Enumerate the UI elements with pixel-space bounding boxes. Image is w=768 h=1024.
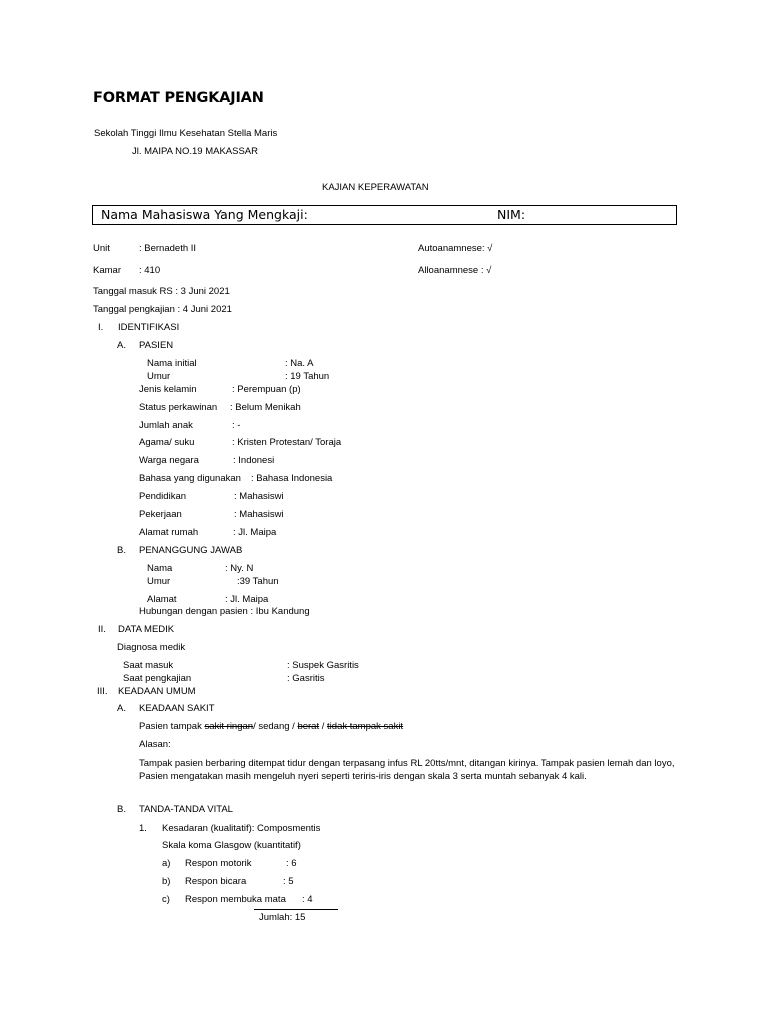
- sec1-a-number: A.: [117, 340, 126, 351]
- option-berat-struck: berat: [297, 721, 320, 732]
- field-label: Status perkawinan: [139, 402, 218, 413]
- option-sakit-ringan-struck: sakit ringan: [204, 721, 254, 732]
- field-label: Alamat: [147, 594, 177, 605]
- field-value: :39 Tahun: [237, 576, 279, 587]
- school-address: Jl. MAIPA NO.19 MAKASSAR: [132, 146, 259, 157]
- sum-underline: [254, 909, 338, 910]
- nim-label: NIM:: [497, 207, 526, 222]
- sec3-a-title: KEADAAN SAKIT: [139, 703, 215, 714]
- sec1-a-title: PASIEN: [139, 340, 174, 351]
- field-value: : Jl. Maipa: [225, 594, 269, 605]
- field-value: : Kristen Protestan/ Toraja: [232, 437, 342, 448]
- field-label: Pekerjaan: [139, 509, 182, 520]
- field-value: : Bahasa Indonesia: [251, 473, 333, 484]
- field-label: Pendidikan: [139, 491, 187, 502]
- unit-value: : Bernadeth II: [139, 243, 197, 254]
- sec3-number: III.: [97, 686, 108, 697]
- field-label: Warga negara: [139, 455, 199, 466]
- sec3-b-title: TANDA-TANDA VITAL: [139, 804, 233, 815]
- unit-label: Unit: [93, 243, 110, 254]
- kamar-label: Kamar: [93, 265, 121, 276]
- gcs-item-number: c): [162, 894, 170, 905]
- sec1-b-number: B.: [117, 545, 126, 556]
- student-name-label: Nama Mahasiswa Yang Mengkaji:: [101, 207, 308, 222]
- sec1-b-title: PENANGGUNG JAWAB: [139, 545, 243, 556]
- skala-koma-label: Skala koma Glasgow (kuantitatif): [162, 840, 301, 851]
- kesadaran-line: Kesadaran (kualitatif): Composmentis: [162, 823, 321, 834]
- gcs-item-label: Respon motorik: [185, 858, 252, 869]
- sec1-title: IDENTIFIKASI: [118, 322, 180, 333]
- field-label: Jumlah anak: [139, 420, 193, 431]
- school-name: Sekolah Tinggi Ilmu Kesehatan Stella Maris: [94, 128, 278, 139]
- gcs-item-value: : 6: [286, 858, 297, 869]
- tanggal-pengkajian: Tanggal pengkajian : 4 Juni 2021: [93, 304, 232, 315]
- field-value: : -: [232, 420, 241, 431]
- gcs-item-number: a): [162, 858, 171, 869]
- field-label: Umur: [147, 371, 171, 382]
- tampak-prefix: Pasien tampak: [139, 721, 205, 732]
- document-title: FORMAT PENGKAJIAN: [93, 90, 264, 106]
- gcs-item-value: : 5: [283, 876, 294, 887]
- sec3-b-number: B.: [117, 804, 126, 815]
- field-value: : Mahasiswi: [234, 509, 284, 520]
- field-value: : Mahasiswi: [234, 491, 284, 502]
- sec3-title: KEADAAN UMUM: [118, 686, 196, 697]
- separator: /: [319, 721, 328, 732]
- field-label: Agama/ suku: [139, 437, 195, 448]
- field-label: Umur: [147, 576, 171, 587]
- kesadaran-number: 1.: [139, 823, 147, 834]
- field-label: Saat masuk: [123, 660, 174, 671]
- gcs-item-value: : 4: [302, 894, 313, 905]
- field-value: : 19 Tahun: [285, 371, 330, 382]
- field-value: : Na. A: [285, 358, 314, 369]
- field-label: Saat pengkajian: [123, 673, 192, 684]
- tampak-line: [139, 721, 403, 733]
- field-value: : Gasritis: [287, 673, 325, 684]
- field-value: : Ny. N: [225, 563, 254, 574]
- field-label: Bahasa yang digunakan: [139, 473, 241, 484]
- sec2-title: DATA MEDIK: [118, 624, 175, 635]
- sec1-number: I.: [98, 322, 104, 333]
- gcs-item-number: b): [162, 876, 171, 887]
- field-value: : Perempuan (p): [232, 384, 301, 395]
- field-label: Alamat rumah: [139, 527, 199, 538]
- gcs-total: Jumlah: 15: [259, 912, 306, 923]
- field-value: : Suspek Gasritis: [287, 660, 359, 671]
- option-tidak-tampak-sakit-struck: tidak tampak sakit: [327, 721, 404, 732]
- field-value: : Jl. Maipa: [233, 527, 277, 538]
- kamar-value: : 410: [139, 265, 161, 276]
- diagnosa-label: Diagnosa medik: [117, 642, 186, 653]
- student-info-box: [92, 205, 677, 225]
- field-value: : Indonesi: [233, 455, 275, 466]
- field-label: Nama: [147, 563, 173, 574]
- alasan-label: Alasan:: [139, 739, 171, 750]
- hubungan-line: Hubungan dengan pasien : Ibu Kandung: [139, 606, 310, 617]
- tanggal-masuk: Tanggal masuk RS : 3 Juni 2021: [93, 286, 230, 297]
- alasan-paragraph: Tampak pasien berbaring ditempat tidur dengan terpasang infus RL 20tts/mnt, ditangan kirinya. Tampak pasien lemah dan loyo, Pasien mengatakan masih mengeluh nyeri seperti teriris-iris dengan skala 3 serta muntah sebanyak 4 kali.: [139, 758, 675, 782]
- autoanamnese: Autoanamnese: √: [418, 243, 493, 254]
- gcs-item-label: Respon bicara: [185, 876, 247, 887]
- section-heading: KAJIAN KEPERAWATAN: [322, 182, 429, 193]
- gcs-item-label: Respon membuka mata: [185, 894, 286, 905]
- field-label: Nama initial: [147, 358, 197, 369]
- field-label: Jenis kelamin: [139, 384, 197, 395]
- alloanamnese: Alloanamnese : √: [418, 265, 492, 276]
- option-sedang: / sedang /: [253, 721, 298, 732]
- sec3-a-number: A.: [117, 703, 126, 714]
- field-value: : Belum Menikah: [230, 402, 301, 413]
- sec2-number: II.: [98, 624, 106, 635]
